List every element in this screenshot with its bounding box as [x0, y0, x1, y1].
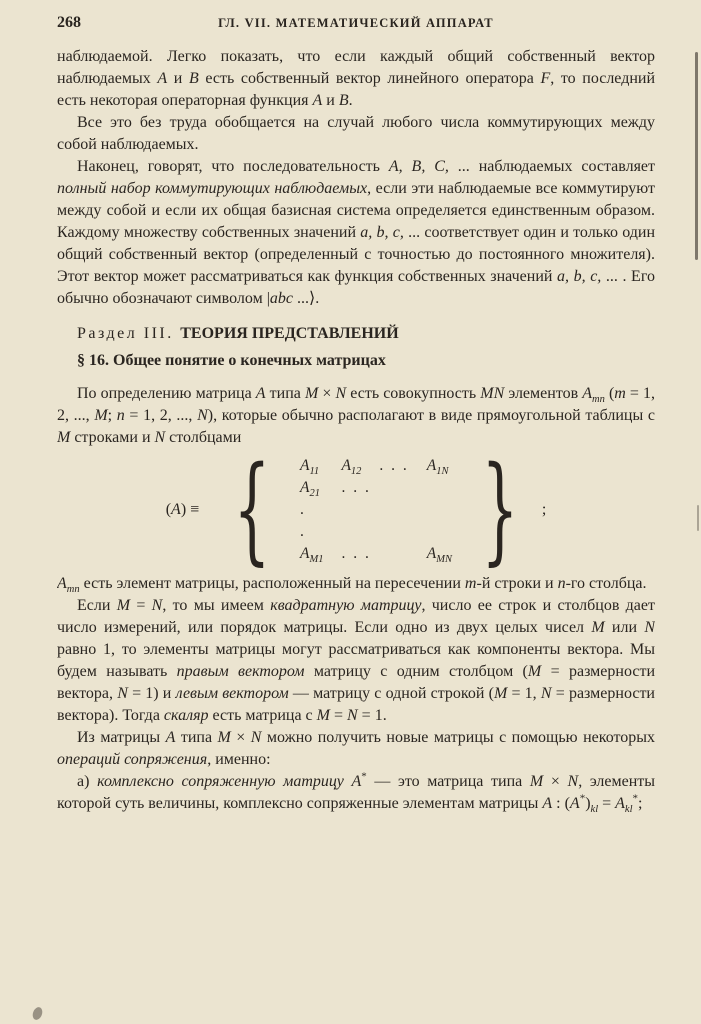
matrix-cell: . . .: [341, 479, 371, 496]
matrix-row: [291, 499, 461, 521]
scan-artifact: [695, 52, 698, 260]
paragraph: наблюдаемой. Легко показать, что если каждый общий собственный вектор наблюдаемых A и B есть собственный вектор линейного оператора F, то последний есть некоторая операторная функция A и B.: [57, 48, 655, 109]
page-body: [57, 46, 655, 1024]
matrix-label: (A) ≡: [165, 501, 200, 518]
section-heading: Раздел III. ТЕОРИЯ ПРЕДСТАВЛЕНИЙ: [77, 325, 399, 342]
paragraph: По определению матрица A типа M × N есть совокупность MN элементов $A_{mn}$ (m = 1, 2, ..., M; n = 1, 2, ..., N), которые обычно располагают в виде прямоугольной таблицы с M строками и N столбцами: [57, 385, 655, 446]
matrix-cell: . . .: [341, 545, 371, 562]
scan-artifact: [31, 1006, 44, 1021]
paragraph: Если M = N, то мы имеем квадратную матрицу, число ее строк и столбцов дает число измерений, или порядок матрицы. Если одно из двух целых чисел M или N равно 1, то элементы матрицы могут рассматриваться как компоненты вектора. Мы будем называть правым вектором матрицу с одним столбцом (M = размерности вектора, N = 1) и левым вектором — матрицу с одной строкой (M = 1, N = размерности вектора). Тогда скаляр есть матрица с M = N = 1.: [57, 597, 655, 724]
paragraph-heading: § 16. Общее понятие о конечных матрицах: [77, 352, 386, 369]
page-header: [57, 14, 655, 34]
matrix-semicolon: ;: [541, 501, 547, 518]
paragraph: Все это без труда обобщается на случай любого числа коммутирующих между собой наблюдаемых.: [57, 114, 655, 153]
matrix-row: [291, 543, 461, 565]
matrix-cell: . . .: [379, 457, 409, 474]
matrix-left-brace: {: [233, 442, 271, 577]
matrix-cell: $A_{M1}$: [299, 545, 324, 566]
matrix-row: [291, 477, 461, 499]
running-header: ГЛ. VII. МАТЕМАТИЧЕСКИЙ АППАРАТ: [218, 16, 494, 30]
matrix-cell: $A_{1N}$: [426, 457, 449, 478]
matrix-table: [291, 455, 461, 565]
paragraph: Из матрицы A типа M × N можно получить новые матрицы с помощью некоторых операций сопряжения, именно:: [57, 729, 655, 768]
scan-artifact: [697, 505, 699, 531]
matrix-row: [291, 455, 461, 477]
matrix-cell: $A_{21}$: [299, 479, 320, 500]
matrix-cell: $A_{MN}$: [426, 545, 453, 566]
matrix-display: [57, 442, 655, 577]
matrix-right-brace: }: [481, 442, 519, 577]
paragraph: Наконец, говорят, что последовательность A, B, C, ... наблюдаемых составляет полный набор коммутирующих наблюдаемых, если эти наблюдаемые все коммутируют между собой и если их общая базисная система определяется единственным образом. Каждому множеству собственных значений a, b, c, ... соответствует один и только один общий собственный вектор (определенный с точностью до постоянного множителя). Этот вектор может рассматриваться как функция собственных значений a, b, c, ... . Его обычно обозначают символом |abc ...⟩.: [57, 158, 655, 307]
paragraph: $A_{mn}$ есть элемент матрицы, расположенный на пересечении m-й строки и n-го столбца.: [57, 575, 647, 596]
matrix-cell: .: [299, 523, 306, 540]
matrix-row: [291, 521, 461, 543]
matrix-cell: .: [299, 501, 306, 518]
paragraph: а) комплексно сопряженную матрицу A* — это матрица типа M × N, элементы которой суть величины, комплексно сопряженные элементам матрицы A : $(A^*)_{kl} = A_{kl}^*$;: [57, 770, 655, 816]
page-number: 268: [57, 14, 81, 31]
matrix-cell: $A_{11}$: [299, 457, 320, 478]
matrix-cell: $A_{12}$: [341, 457, 362, 478]
